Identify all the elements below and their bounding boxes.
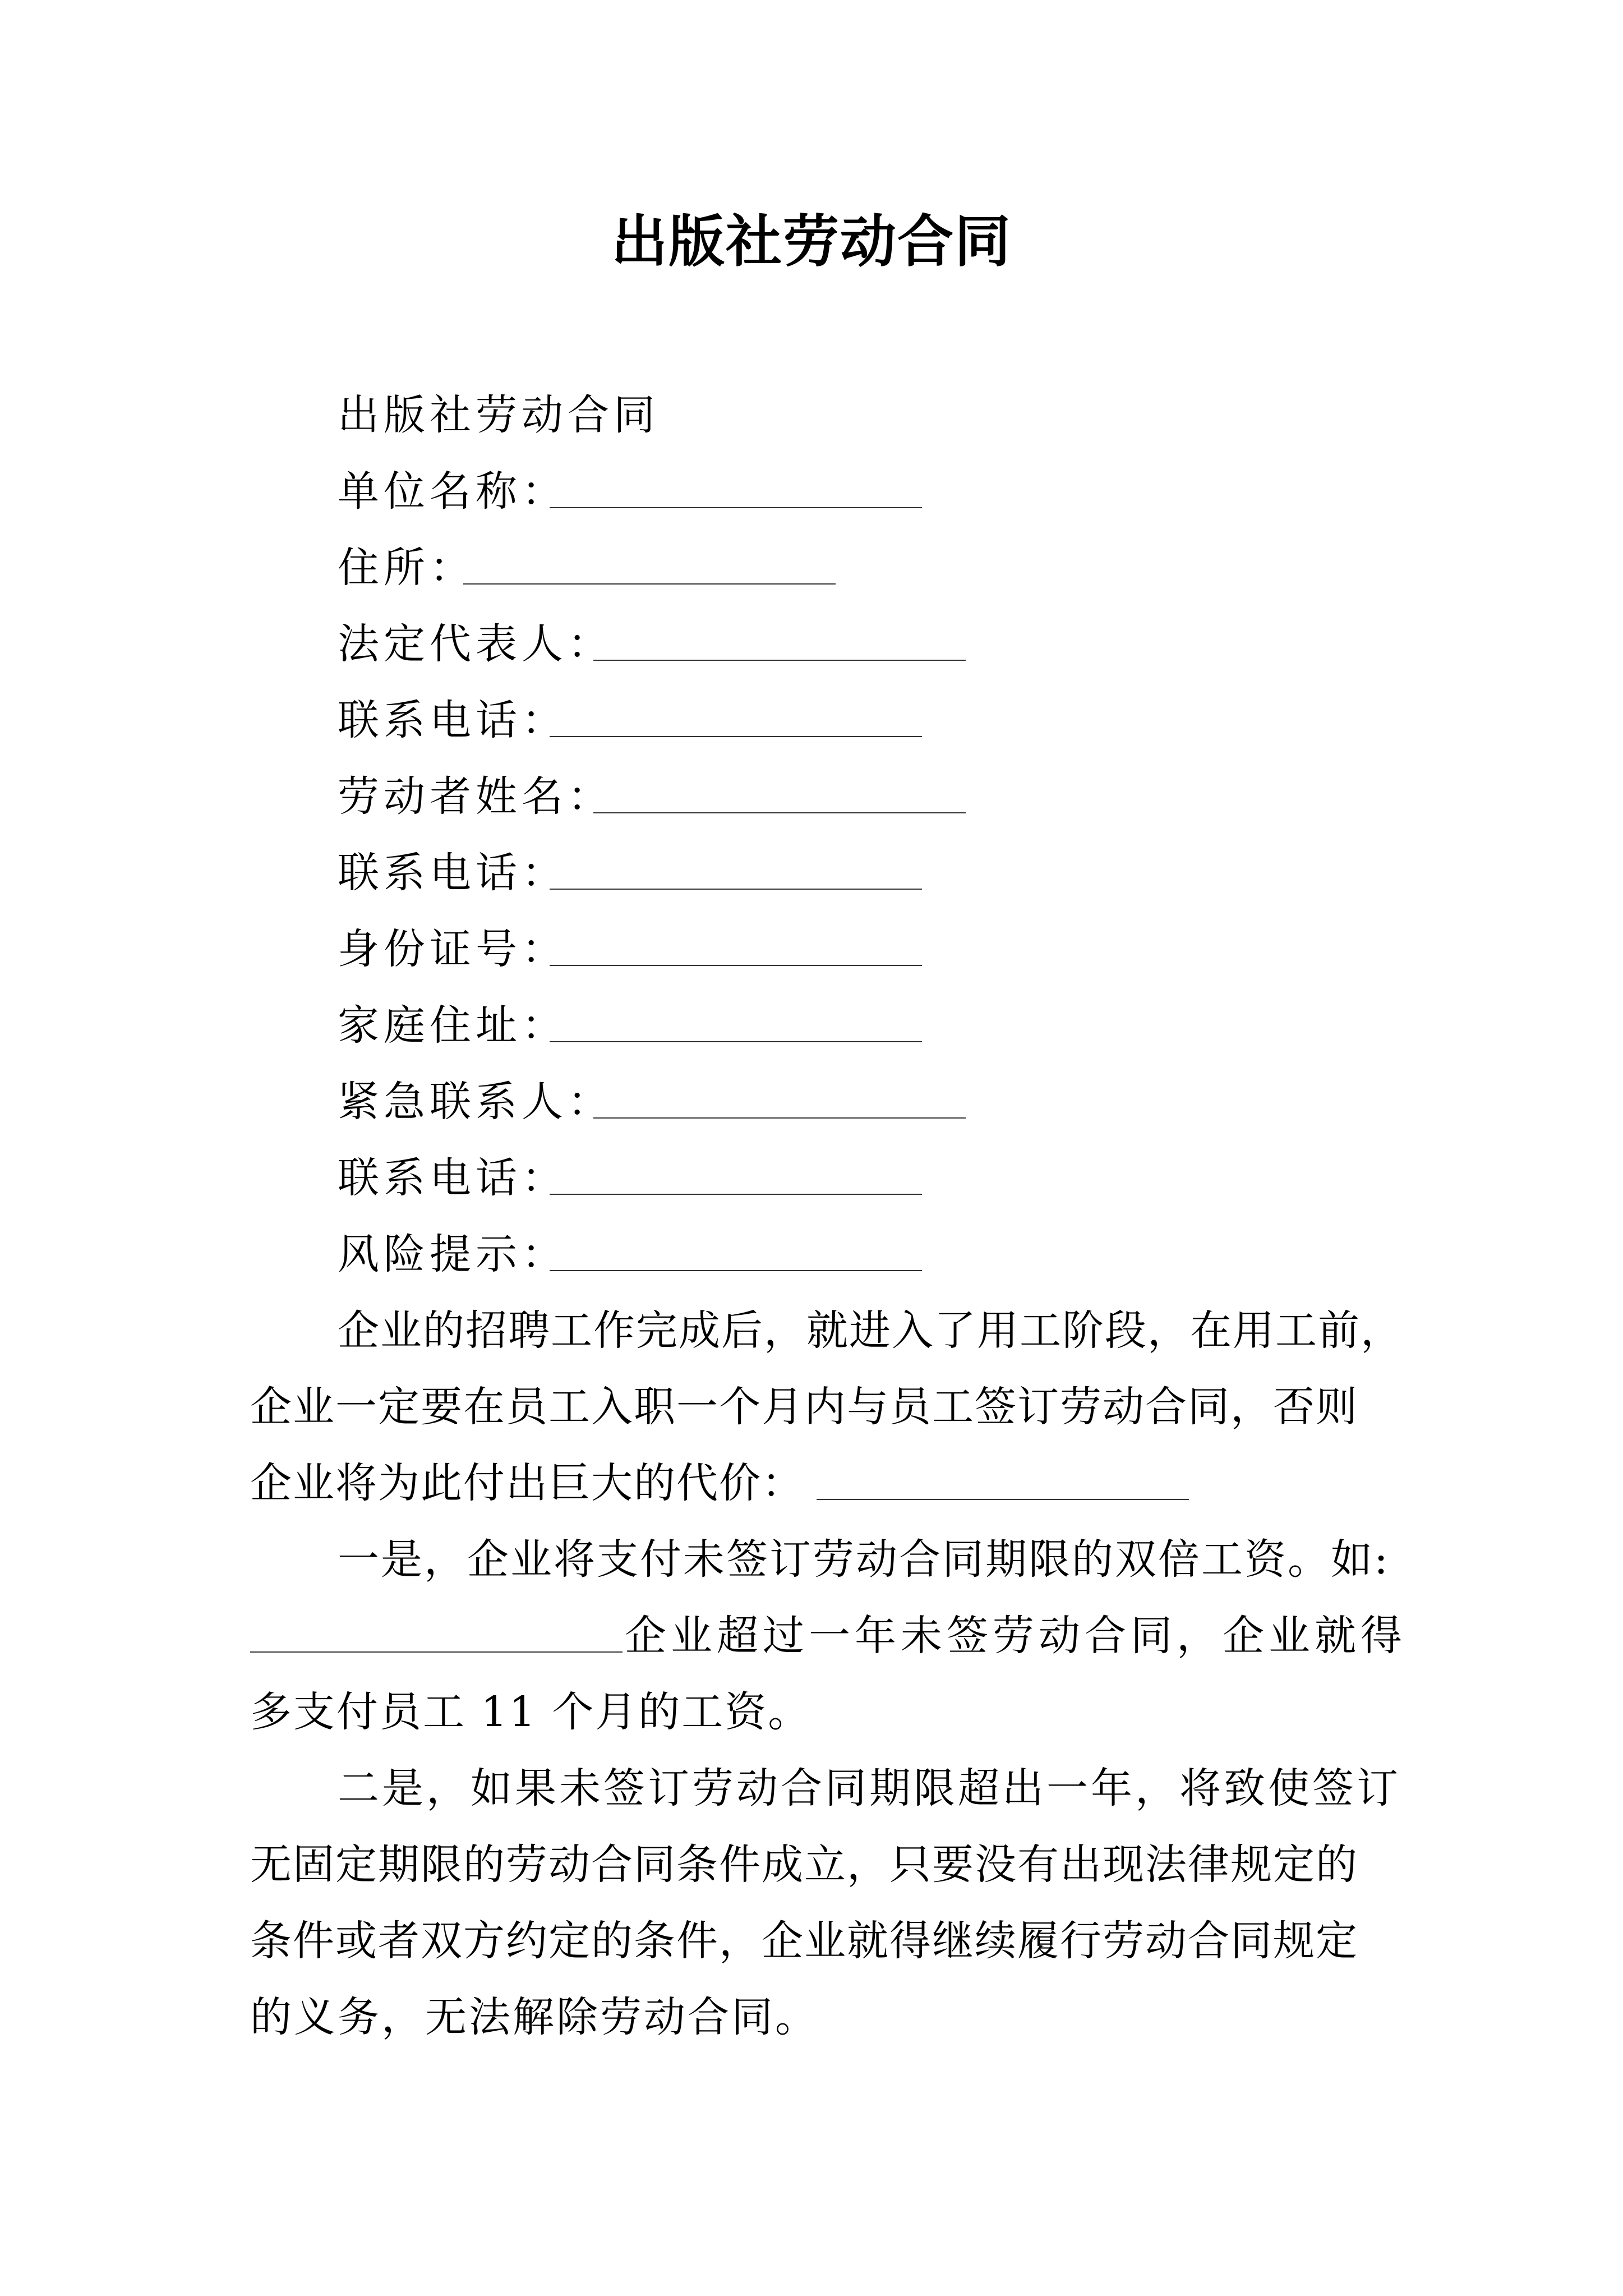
field-blank-emergency-phone[interactable] [550,1194,922,1195]
field-blank-id-number[interactable] [550,965,922,966]
paragraph-point2-line-1: 二是，如果未签订劳动合同期限超出一年，将致使签订 [338,1764,1401,1812]
field-label-legal-representative: 法定代表人： [338,620,614,668]
field-blank-worker-name[interactable] [593,812,966,813]
paragraph-intro-line-3: 企业将为此付出巨大的代价： [250,1459,804,1507]
field-label-home-address: 家庭住址： [338,1001,568,1050]
field-blank-company-name[interactable] [550,507,922,508]
field-blank-emergency-contact[interactable] [593,1117,966,1119]
field-label-company-name: 单位名称： [338,467,568,516]
field-label-worker-phone: 联系电话： [338,849,568,897]
field-blank-company-phone[interactable] [550,736,922,737]
paragraph-point1-line-3: 多支付员工 11 个月的工资。 [250,1688,811,1736]
field-label-emergency-phone: 联系电话： [338,1154,568,1202]
paragraph-point1-blank[interactable] [250,1651,623,1653]
paragraph-point2-line-3: 条件或者双方约定的条件，企业就得继续履行劳动合同规定 [250,1917,1358,1965]
document-title: 出版社劳动合同 [611,208,1012,274]
field-blank-address[interactable] [463,583,836,585]
paragraph-point2-line-4: 的义务，无法解除劳动合同。 [250,1993,819,2041]
field-blank-worker-phone[interactable] [550,889,922,890]
paragraph-point1-line-1: 一是，企业将支付未签订劳动合同期限的双倍工资。如: [338,1535,1390,1584]
paragraph-point1-line-2: 企业超过一年未签劳动合同，企业就得 [625,1612,1407,1660]
document-subtitle: 出版社劳动合同 [338,391,660,439]
paragraph-intro-line-2: 企业一定要在员工入职一个月内与员工签订劳动合同，否则 [250,1383,1358,1431]
paragraph-intro-line-1: 企业的招聘工作完成后，就进入了用工阶段，在用工前， [338,1306,1403,1355]
paragraph-intro-blank[interactable] [817,1499,1189,1500]
field-label-id-number: 身份证号： [338,925,568,973]
field-blank-home-address[interactable] [550,1041,922,1042]
field-blank-risk-notice[interactable] [550,1270,922,1271]
field-label-worker-name: 劳动者姓名： [338,772,614,821]
field-label-address: 住所： [338,544,476,592]
paragraph-point2-line-2: 无固定期限的劳动合同条件成立，只要没有出现法律规定的 [250,1841,1358,1889]
field-label-risk-notice: 风险提示： [338,1230,568,1278]
field-label-company-phone: 联系电话： [338,696,568,744]
field-label-emergency-contact: 紧急联系人： [338,1078,614,1126]
field-blank-legal-representative[interactable] [593,660,966,661]
